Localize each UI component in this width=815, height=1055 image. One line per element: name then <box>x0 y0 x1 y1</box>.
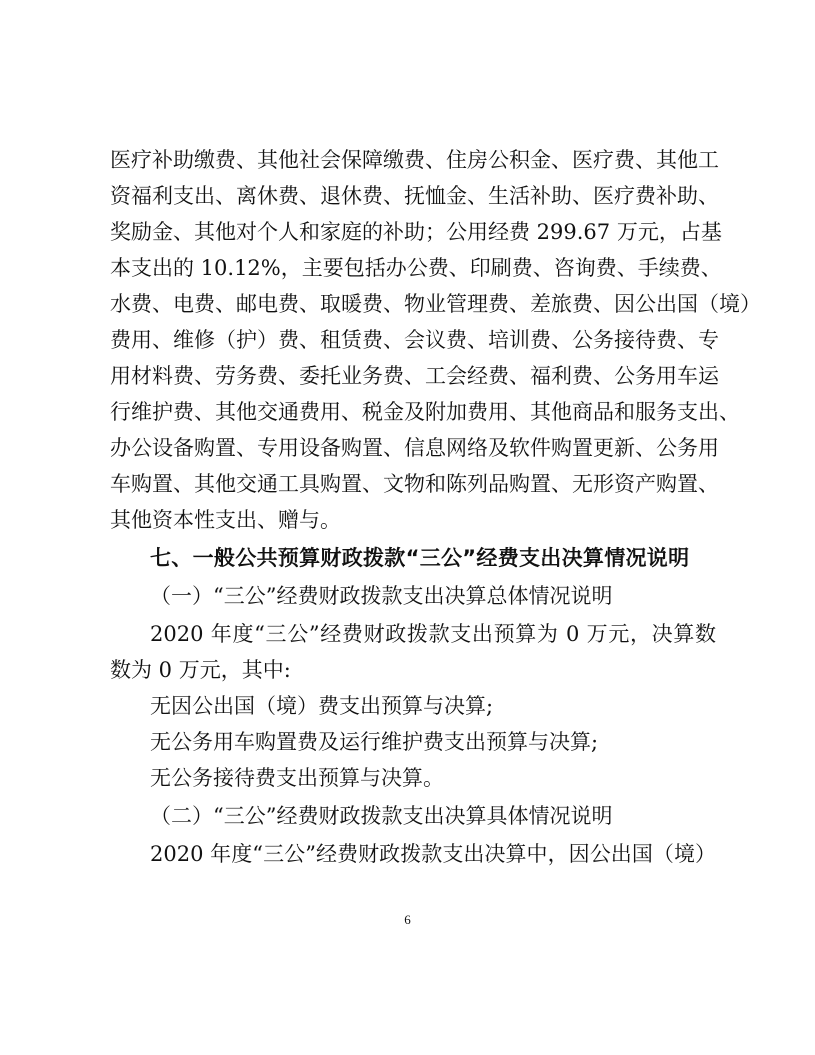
paragraph-line: 本支出的 10.12%，主要包括办公费、印刷费、咨询费、手续费、 <box>110 256 722 280</box>
paragraph-line: 车购置、其他交通工具购置、文物和陈列品购置、无形资产购置、 <box>110 472 719 496</box>
paragraph-line: 水费、电费、邮电费、取暖费、物业管理费、差旅费、因公出国（境） <box>110 292 761 316</box>
section-heading: 七、一般公共预算财政拨款“三公”经费支出决算情况说明 <box>150 546 690 570</box>
paragraph-line: 费用、维修（护）费、租赁费、会议费、培训费、公务接待费、专 <box>110 328 719 352</box>
paragraph-line: 行维护费、其他交通费用、税金及附加费用、其他商品和服务支出、 <box>110 400 740 424</box>
paragraph-line: 数为 0 万元，其中: <box>110 658 291 682</box>
paragraph-line: 办公设备购置、专用设备购置、信息网络及软件购置更新、公务用 <box>110 436 719 460</box>
paragraph-line: 医疗补助缴费、其他社会保障缴费、住房公积金、医疗费、其他工 <box>110 148 719 172</box>
paragraph-line: 资福利支出、离休费、退休费、抚恤金、生活补助、医疗费补助、 <box>110 184 719 208</box>
page-number: 6 <box>404 912 411 927</box>
paragraph-line: 2020 年度“三公”经费财政拨款支出决算中，因公出国（境） <box>150 842 716 866</box>
list-item: 无公务用车购置费及运行维护费支出预算与决算; <box>150 730 599 754</box>
list-item: 无公务接待费支出预算与决算。 <box>150 766 444 790</box>
paragraph-line: 用材料费、劳务费、委托业务费、工会经费、福利费、公务用车运 <box>110 364 719 388</box>
paragraph-line: 其他资本性支出、赠与。 <box>110 508 341 532</box>
subsection-title: （二）“三公”经费财政拨款支出决算具体情况说明 <box>150 804 613 828</box>
paragraph-line: 2020 年度“三公”经费财政拨款支出预算为 0 万元，决算数 <box>150 622 716 646</box>
list-item: 无因公出国（境）费支出预算与决算; <box>150 694 494 718</box>
subsection-title: （一）“三公”经费财政拨款支出决算总体情况说明 <box>150 584 613 608</box>
paragraph-line: 奖励金、其他对个人和家庭的补助；公用经费 299.67 万元，占基 <box>110 220 722 244</box>
